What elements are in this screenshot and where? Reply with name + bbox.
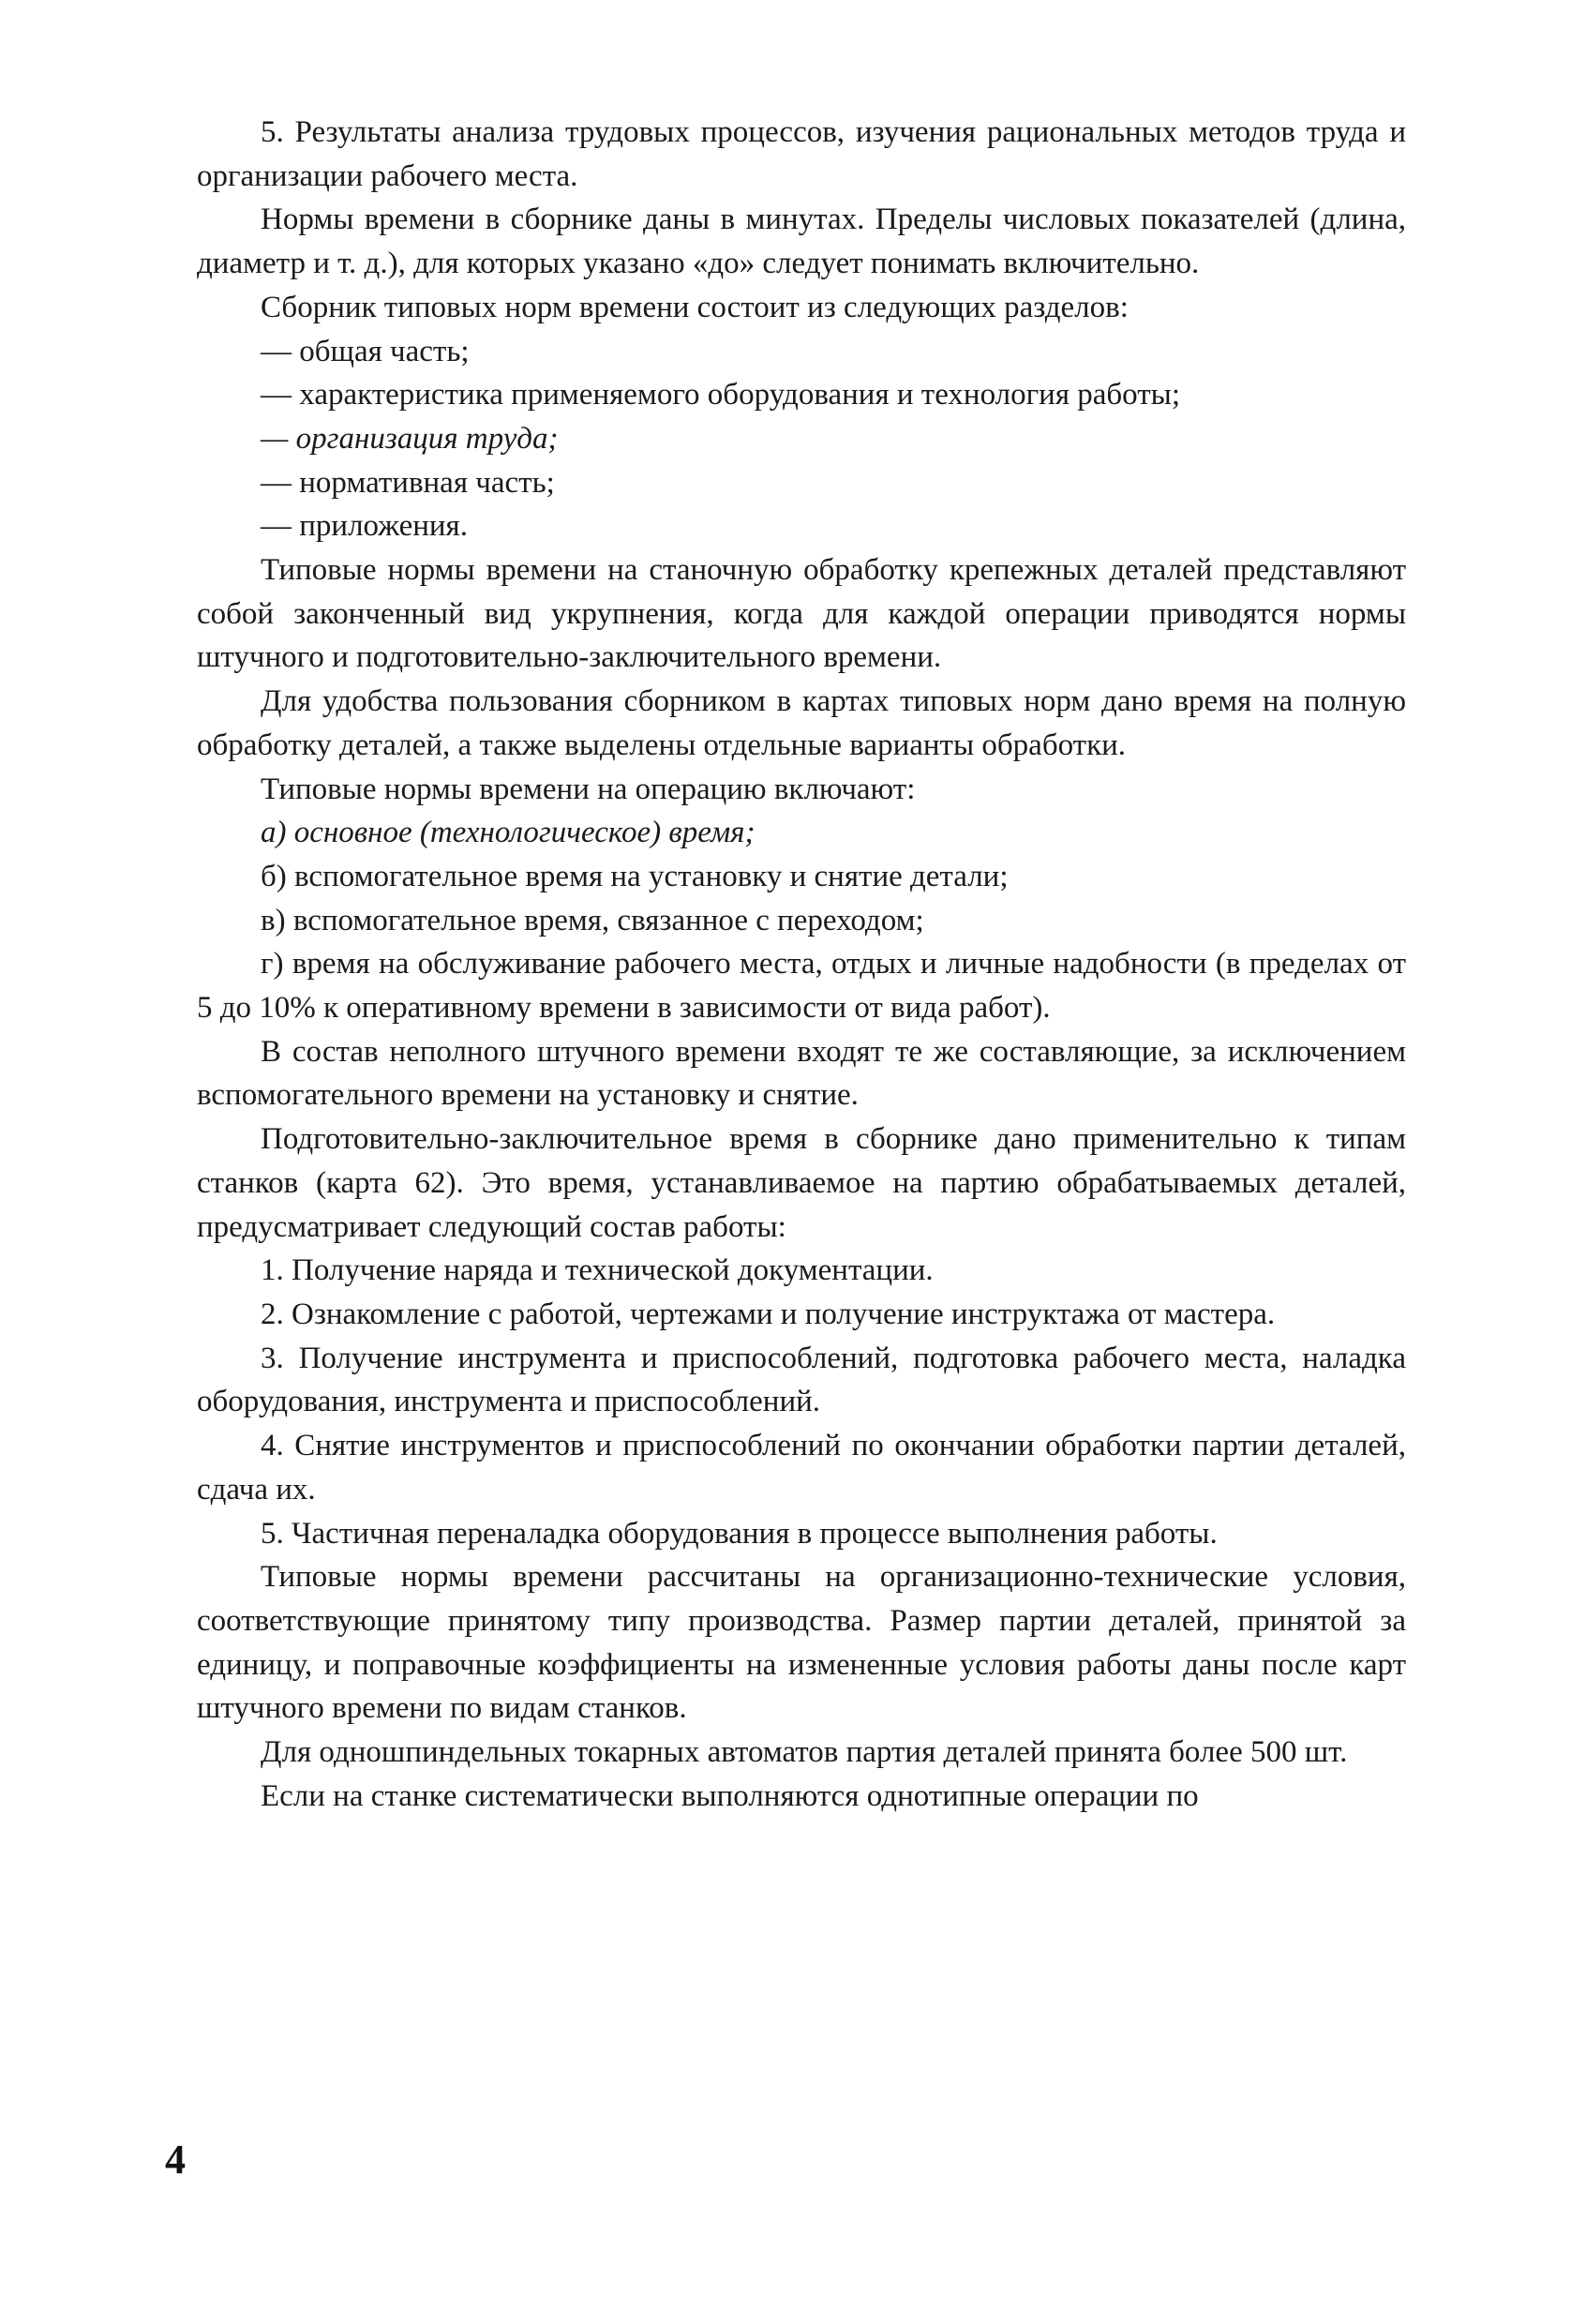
- list-item: — приложения.: [261, 509, 468, 544]
- paragraph-norms-include: Типовые нормы времени на операцию включают:: [261, 772, 916, 806]
- list-item: — организация труда;: [261, 421, 559, 456]
- paragraph-item-5: 5. Результаты анализа трудовых процессов, изучения рациональных методов труда и организации рабочего места.: [197, 115, 1406, 193]
- list-item: — характеристика применяемого оборудования и технология работы;: [261, 378, 1181, 412]
- list-item: в) вспомогательное время, связанное с переходом;: [261, 903, 924, 937]
- paragraph-time-norms: Нормы времени в сборнике даны в минутах. Пределы числовых показателей (длина, диаметр и т. д.), для которых указано «до» следует понимать включительно.: [197, 202, 1406, 281]
- paragraph-prep-time: Подготовительно-заключительное время в сборнике дано применительно к типам станков (карта 62). Это время, устанавливаемое на партию обрабатываемых деталей, предусматривает следующий состав работы:: [197, 1122, 1406, 1244]
- paragraph-systematic: Если на станке систематически выполняются однотипные операции по: [261, 1778, 1199, 1813]
- list-item: 1. Получение наряда и технической документации.: [261, 1253, 934, 1288]
- paragraph-incomplete-time: В состав неполного штучного времени входят те же составляющие, за исключением вспомогательного времени на установку и снятие.: [197, 1034, 1406, 1113]
- list-item: — общая часть;: [261, 334, 470, 368]
- paragraph-sections-intro: Сборник типовых норм времени состоит из следующих разделов:: [261, 290, 1129, 324]
- list-item: — нормативная часть;: [261, 465, 555, 500]
- document-body: [197, 111, 1406, 1818]
- list-item: 2. Ознакомление с работой, чертежами и получение инструктажа от мастера.: [261, 1297, 1276, 1331]
- paragraph-typical-norms: Типовые нормы времени на станочную обработку крепежных деталей представляют собой законченный вид укрупнения, когда для каждой операции приводятся нормы штучного и подготовительно-заключительного времени.: [197, 553, 1406, 675]
- list-item: 4. Снятие инструментов и приспособлений по окончании обработки партии деталей, сдача их.: [197, 1429, 1406, 1507]
- list-item: б) вспомогательное время на установку и снятие детали;: [261, 859, 1009, 893]
- list-item: 3. Получение инструмента и приспособлений, подготовка рабочего места, наладка оборудования, инструмента и приспособлений.: [197, 1341, 1406, 1419]
- paragraph-convenience: Для удобства пользования сборником в картах типовых норм дано время на полную обработку деталей, а также выделены отдельные варианты обработки.: [197, 684, 1406, 762]
- page-number: 4: [165, 2137, 186, 2182]
- paragraph-conditions: Типовые нормы времени рассчитаны на организационно-технические условия, соответствующие принятому типу производства. Размер партии деталей, принятой за единицу, и поправочные коэффициенты на измененные условия работы даны после карт штучного времени по видам станков.: [197, 1560, 1406, 1726]
- list-item: 5. Частичная переналадка оборудования в процессе выполнения работы.: [261, 1516, 1218, 1551]
- list-item: г) время на обслуживание рабочего места, отдых и личные надобности (в пределах от 5 до 10% к оперативному времени в зависимости от вида работ).: [197, 947, 1406, 1026]
- list-item: а) основное (технологическое) время;: [261, 816, 756, 850]
- paragraph-automats: Для одношпиндельных токарных автоматов партия деталей принята более 500 шт.: [261, 1735, 1348, 1770]
